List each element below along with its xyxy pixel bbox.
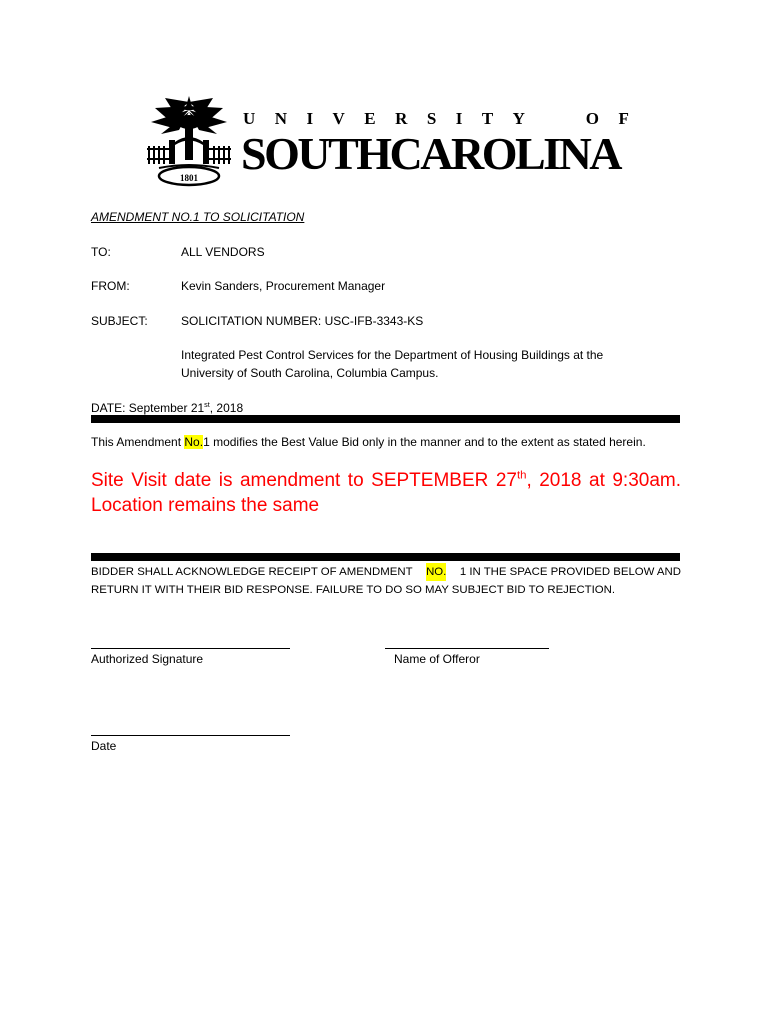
authorized-signature-label: Authorized Signature [91, 652, 204, 666]
to-label: TO: [91, 245, 111, 259]
palmetto-seal-icon [143, 92, 235, 192]
south-carolina-wordmark: SOUTHCAROLINA [241, 128, 621, 179]
site-visit-notice: Site Visit date is amendment to SEPTEMBER 27th, 2018 at 9:30am. Location remains the same [91, 469, 681, 516]
seal-year: 1801 [180, 173, 198, 183]
document-heading: AMENDMENT NO.1 TO SOLICITATION [91, 210, 305, 224]
date-signature-label: Date [91, 739, 117, 753]
highlight-no: No. [184, 435, 204, 449]
amendment-statement: This Amendment No.1 modifies the Best Value Bid only in the manner and to the extent as stated herein. [91, 435, 646, 449]
subject-value: SOLICITATION NUMBER: USC-IFB-3343-KS [181, 314, 424, 328]
authorized-signature-line[interactable] [91, 648, 290, 649]
university-of-text: U N I V E R S I T Y O F [243, 109, 629, 128]
from-label: FROM: [91, 279, 130, 293]
offeror-name-label: Name of Offeror [394, 652, 480, 666]
subject-description-line2: University of South Carolina, Columbia Campus. [181, 366, 439, 380]
document-date: DATE: September 21st, 2018 [91, 400, 244, 415]
acknowledgement-text: BIDDER SHALL ACKNOWLEDGE RECEIPT OF AMENDMENT NO. 1 IN THE SPACE PROVIDED BELOW AND RETURN IT WITH THEIR BID RESPONSE. FAILURE TO DO SO MAY SUBJECT BID TO REJECTION. [91, 563, 681, 599]
divider-bar-bottom [91, 553, 680, 561]
to-value: ALL VENDORS [181, 245, 265, 259]
subject-label: SUBJECT: [91, 314, 148, 328]
offeror-name-line[interactable] [385, 648, 549, 649]
university-logo [143, 92, 633, 192]
date-signature-line[interactable] [91, 735, 290, 736]
highlight-no-2: NO. [426, 563, 446, 581]
divider-bar-top [91, 415, 680, 423]
from-value: Kevin Sanders, Procurement Manager [181, 279, 386, 293]
subject-description-line1: Integrated Pest Control Services for the Department of Housing Buildings at the [181, 348, 604, 362]
location-notice: Location remains the same [91, 495, 320, 516]
